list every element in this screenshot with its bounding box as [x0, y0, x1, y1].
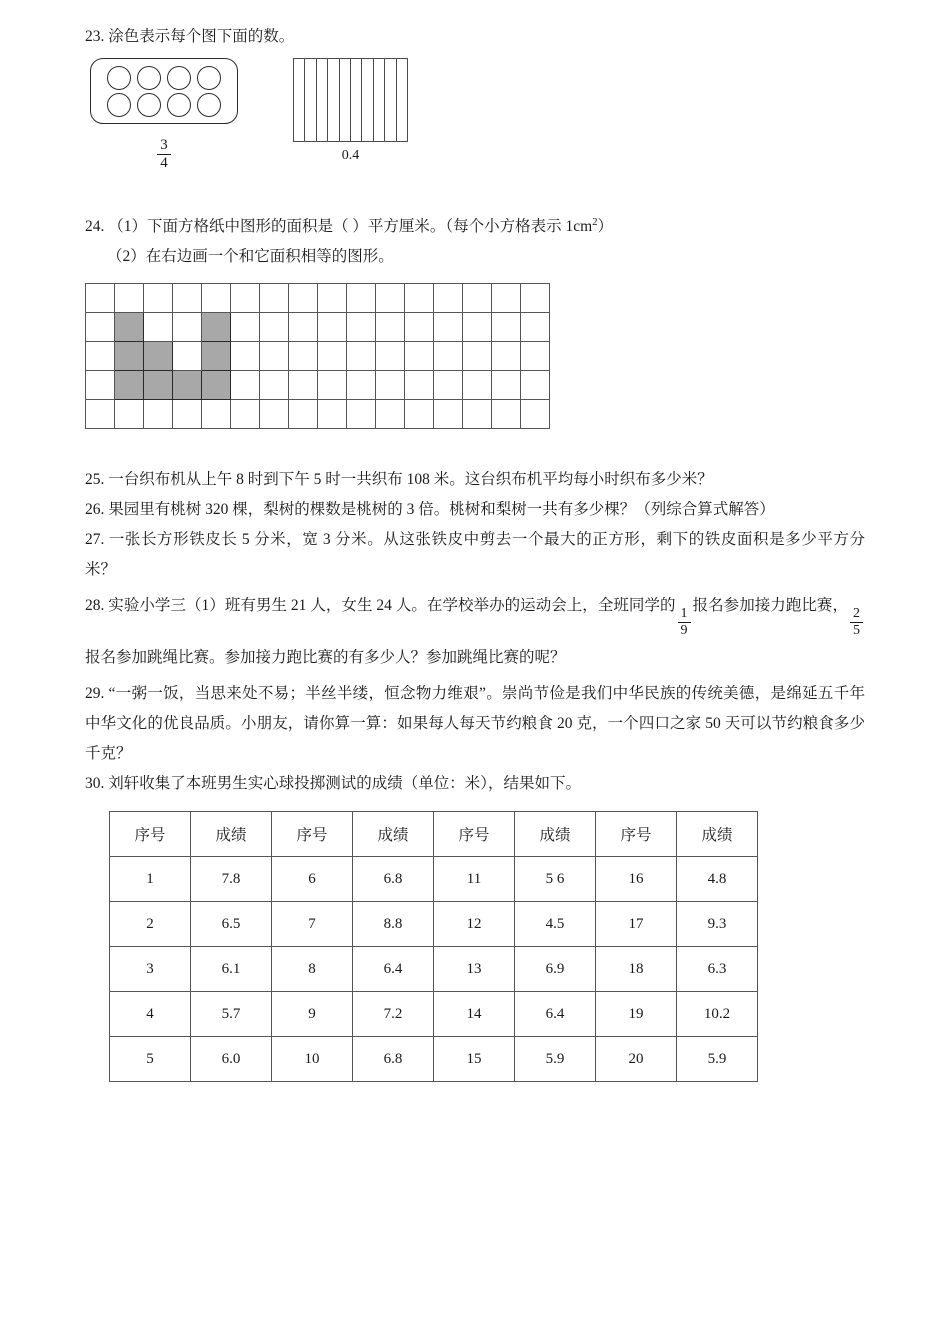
- strip-segment: [362, 59, 373, 141]
- table-cell: 10.2: [677, 992, 758, 1037]
- question-24-part1-suffix: ）: [597, 218, 613, 236]
- table-row: [110, 1037, 758, 1082]
- question-23-number: 23.: [85, 28, 105, 45]
- grid-cell: [405, 371, 434, 400]
- question-24-part1-mid: ）平方厘米。（每个小方格表示 1cm: [352, 218, 593, 236]
- grid-cell: [173, 342, 202, 371]
- table-header-row: [110, 812, 758, 857]
- table-cell: 6.8: [353, 857, 434, 902]
- grid-cell: [463, 342, 492, 371]
- question-23-figures: [85, 52, 865, 212]
- table-row: [110, 992, 758, 1037]
- strip-segment: [397, 59, 407, 141]
- table-cell: 9: [272, 992, 353, 1037]
- table-cell: 5: [110, 1037, 191, 1082]
- table-row: [110, 857, 758, 902]
- table-row: [110, 902, 758, 947]
- dots-row: [107, 66, 221, 90]
- grid-cell: [376, 284, 405, 313]
- strip-segment: [294, 59, 305, 141]
- grid-cell: [347, 371, 376, 400]
- grid-cell: [260, 342, 289, 371]
- grid-cell: [434, 371, 463, 400]
- grid-cell: [260, 284, 289, 313]
- grid-cell: [86, 400, 115, 429]
- grid-cell: [318, 371, 347, 400]
- area-grid-figure: [85, 283, 550, 429]
- grid-cell: [202, 400, 231, 429]
- grid-cell: [144, 284, 173, 313]
- question-26-text: 果园里有桃树 320 棵，梨树的棵数是桃树的 3 倍。桃树和梨树一共有多少棵？（列综合算式解答）: [108, 500, 775, 518]
- grid-cell: [492, 400, 521, 429]
- table-cell: 7.8: [191, 857, 272, 902]
- table-cell: 11: [434, 857, 515, 902]
- grid-cell: [434, 400, 463, 429]
- strip-segment: [385, 59, 396, 141]
- question-26-number: 26.: [85, 500, 105, 518]
- table-row: [110, 947, 758, 992]
- grid-cell: [173, 400, 202, 429]
- table-cell: 5.9: [677, 1037, 758, 1082]
- grid-cell-shaded: [202, 371, 231, 400]
- grid-cell: [492, 313, 521, 342]
- table-cell: 6.3: [677, 947, 758, 992]
- question-29: [85, 679, 865, 770]
- grid-cell: [492, 371, 521, 400]
- table-cell: 6.9: [515, 947, 596, 992]
- grid-cell: [347, 400, 376, 429]
- fraction-numerator: 3: [157, 138, 171, 155]
- question-28-number: 28.: [85, 596, 105, 614]
- grid-cell: [521, 313, 550, 342]
- table-cell: 2: [110, 902, 191, 947]
- circle-icon: [107, 93, 131, 117]
- grid-cell-shaded: [202, 342, 231, 371]
- grid-cell: [347, 342, 376, 371]
- table-column-header: 成绩: [353, 812, 434, 857]
- question-28-segment-2: 报名参加接力跑比赛，: [692, 596, 848, 614]
- grid-cell-shaded: [115, 342, 144, 371]
- table-column-header: 序号: [434, 812, 515, 857]
- decimal-label: 0.4: [341, 148, 360, 164]
- question-29-text: “一粥一饭，当思来处不易；半丝半缕，恒念物力维艰”。崇尚节俭是我们中华民族的传统美德，是绵延五千年中华文化的优良品质。小朋友，请你算一算：如果每人每天节约粮食 20 克，一个四口之家 50 天可以节约粮食多少千克？: [85, 684, 865, 762]
- grid-cell: [463, 400, 492, 429]
- table-cell: 6.4: [515, 992, 596, 1037]
- table-cell: 8.8: [353, 902, 434, 947]
- grid-cell: [289, 342, 318, 371]
- grid-cell: [347, 313, 376, 342]
- grid-cell: [434, 284, 463, 313]
- grid-cell-shaded: [115, 371, 144, 400]
- question-23-text: 涂色表示每个图下面的数。: [108, 28, 295, 45]
- fraction-denominator: 9: [680, 623, 688, 639]
- grid-cell: [289, 400, 318, 429]
- grid-cell: [521, 371, 550, 400]
- table-cell: 6.4: [353, 947, 434, 992]
- grid-row: [86, 284, 550, 313]
- strip-segment: [374, 59, 385, 141]
- question-24-part2: （2）在右边画一个和它面积相等的图形。: [107, 248, 394, 266]
- question-28-segment-3: 报名参加跳绳比赛。参加接力跑比赛的有多少人？参加跳绳比赛的呢？: [85, 649, 566, 667]
- fraction-two-fifths: [850, 607, 863, 638]
- grid-cell: [434, 342, 463, 371]
- grid-cell: [115, 400, 144, 429]
- question-25-number: 25.: [85, 470, 105, 488]
- score-table: [109, 811, 758, 1082]
- table-cell: 19: [596, 992, 677, 1037]
- grid-row: [86, 400, 550, 429]
- circle-icon: [167, 66, 191, 90]
- grid-cell: [318, 342, 347, 371]
- grid-cell: [289, 371, 318, 400]
- table-cell: 6.0: [191, 1037, 272, 1082]
- table-column-header: 序号: [272, 812, 353, 857]
- grid-cell: [231, 371, 260, 400]
- grid-cell: [231, 284, 260, 313]
- grid-cell-shaded: [173, 371, 202, 400]
- table-cell: 3: [110, 947, 191, 992]
- circle-icon: [197, 93, 221, 117]
- grid-cell: [463, 284, 492, 313]
- dots-grid-figure: [90, 58, 238, 124]
- grid-cell: [86, 284, 115, 313]
- question-29-number: 29.: [85, 684, 105, 702]
- circle-icon: [197, 66, 221, 90]
- grid-cell: [86, 342, 115, 371]
- fraction-one-ninth: [678, 607, 691, 638]
- grid-cell: [173, 313, 202, 342]
- table-cell: 15: [434, 1037, 515, 1082]
- table-cell: 5.7: [191, 992, 272, 1037]
- grid-cell-shaded: [202, 313, 231, 342]
- grid-cell: [405, 342, 434, 371]
- fraction-denominator: 4: [160, 155, 168, 172]
- grid-cell: [318, 284, 347, 313]
- table-cell: 5 6: [515, 857, 596, 902]
- grid-cell-shaded: [144, 342, 173, 371]
- table-column-header: 成绩: [677, 812, 758, 857]
- grid-row: [86, 371, 550, 400]
- grid-cell: [86, 313, 115, 342]
- table-cell: 5.9: [515, 1037, 596, 1082]
- circle-icon: [137, 93, 161, 117]
- superscript-two: 2: [592, 217, 598, 229]
- grid-cell: [289, 313, 318, 342]
- circle-icon: [167, 93, 191, 117]
- strip-segment: [317, 59, 328, 141]
- grid-cell: [144, 400, 173, 429]
- table-column-header: 成绩: [191, 812, 272, 857]
- grid-cell-shaded: [144, 371, 173, 400]
- grid-cell: [318, 313, 347, 342]
- grid-cell: [173, 284, 202, 313]
- table-cell: 6: [272, 857, 353, 902]
- grid-cell: [231, 313, 260, 342]
- grid-cell: [231, 400, 260, 429]
- question-25-text: 一台织布机从上午 8 时到下午 5 时一共织布 108 米。这台织布机平均每小时织布多少米？: [108, 470, 713, 488]
- grid-cell: [434, 313, 463, 342]
- question-25: [85, 465, 865, 495]
- question-28: [85, 586, 865, 679]
- grid-cell: [492, 342, 521, 371]
- grid-cell: [405, 284, 434, 313]
- grid-cell: [521, 342, 550, 371]
- grid-cell: [463, 313, 492, 342]
- table-cell: 1: [110, 857, 191, 902]
- grid-cell: [289, 284, 318, 313]
- grid-cell: [260, 371, 289, 400]
- table-cell: 16: [596, 857, 677, 902]
- grid-cell: [376, 400, 405, 429]
- grid-cell: [115, 284, 144, 313]
- table-cell: 20: [596, 1037, 677, 1082]
- table-cell: 4: [110, 992, 191, 1037]
- question-24-number: 24.: [85, 218, 105, 236]
- grid-cell: [405, 400, 434, 429]
- table-cell: 6.5: [191, 902, 272, 947]
- table-cell: 18: [596, 947, 677, 992]
- question-27: [85, 525, 865, 585]
- grid-cell: [376, 371, 405, 400]
- table-cell: 6.8: [353, 1037, 434, 1082]
- table-cell: 14: [434, 992, 515, 1037]
- question-30-number: 30.: [85, 775, 105, 793]
- question-28-segment-1: 实验小学三（1）班有男生 21 人，女生 24 人。在学校举办的运动会上，全班同学的: [108, 596, 676, 614]
- grid-cell: [86, 371, 115, 400]
- question-24-part1-prefix: （1）下面方格纸中图形的面积是（: [108, 218, 349, 236]
- table-cell: 6.1: [191, 947, 272, 992]
- grid-cell: [318, 400, 347, 429]
- grid-cell: [521, 400, 550, 429]
- question-27-number: 27.: [85, 531, 105, 549]
- strip-segment: [305, 59, 316, 141]
- decimal-strip-figure: [293, 58, 408, 142]
- grid-cell: [463, 371, 492, 400]
- grid-cell: [376, 342, 405, 371]
- table-cell: 10: [272, 1037, 353, 1082]
- grid-cell-shaded: [115, 313, 144, 342]
- grid-cell: [521, 284, 550, 313]
- table-cell: 13: [434, 947, 515, 992]
- table-column-header: 序号: [110, 812, 191, 857]
- table-cell: 12: [434, 902, 515, 947]
- table-cell: 4.5: [515, 902, 596, 947]
- strip-segment: [340, 59, 351, 141]
- grid-cell: [202, 284, 231, 313]
- grid-cell: [347, 284, 376, 313]
- fraction-denominator: 5: [852, 623, 860, 639]
- grid-cell: [376, 313, 405, 342]
- fraction-numerator: 2: [850, 607, 863, 623]
- table-cell: 7.2: [353, 992, 434, 1037]
- question-30: [85, 769, 865, 799]
- dots-row: [107, 93, 221, 117]
- table-cell: 7: [272, 902, 353, 947]
- table-cell: 8: [272, 947, 353, 992]
- question-30-text: 刘轩收集了本班男生实心球投掷测试的成绩（单位：米），结果如下。: [108, 775, 582, 793]
- fraction-numerator: 1: [678, 607, 691, 623]
- grid-cell: [260, 400, 289, 429]
- strip-segment: [328, 59, 339, 141]
- question-24-part1: [85, 212, 865, 242]
- table-cell: 4.8: [677, 857, 758, 902]
- question-27-text: 一张长方形铁皮长 5 分米，宽 3 分米。从这张铁皮中剪去一个最大的正方形，剩下的铁皮面积是多少平方分米？: [85, 531, 865, 579]
- table-cell: 9.3: [677, 902, 758, 947]
- question-23: [85, 22, 865, 52]
- table-column-header: 序号: [596, 812, 677, 857]
- question-26: [85, 495, 865, 525]
- circle-icon: [137, 66, 161, 90]
- strip-segment: [351, 59, 362, 141]
- grid-row: [86, 313, 550, 342]
- table-cell: 17: [596, 902, 677, 947]
- fraction-label-three-fourths: [90, 130, 238, 171]
- grid-cell: [231, 342, 260, 371]
- table-column-header: 成绩: [515, 812, 596, 857]
- circle-icon: [107, 66, 131, 90]
- grid-row: [86, 342, 550, 371]
- grid-cell: [492, 284, 521, 313]
- grid-cell: [405, 313, 434, 342]
- grid-cell: [260, 313, 289, 342]
- grid-cell: [144, 313, 173, 342]
